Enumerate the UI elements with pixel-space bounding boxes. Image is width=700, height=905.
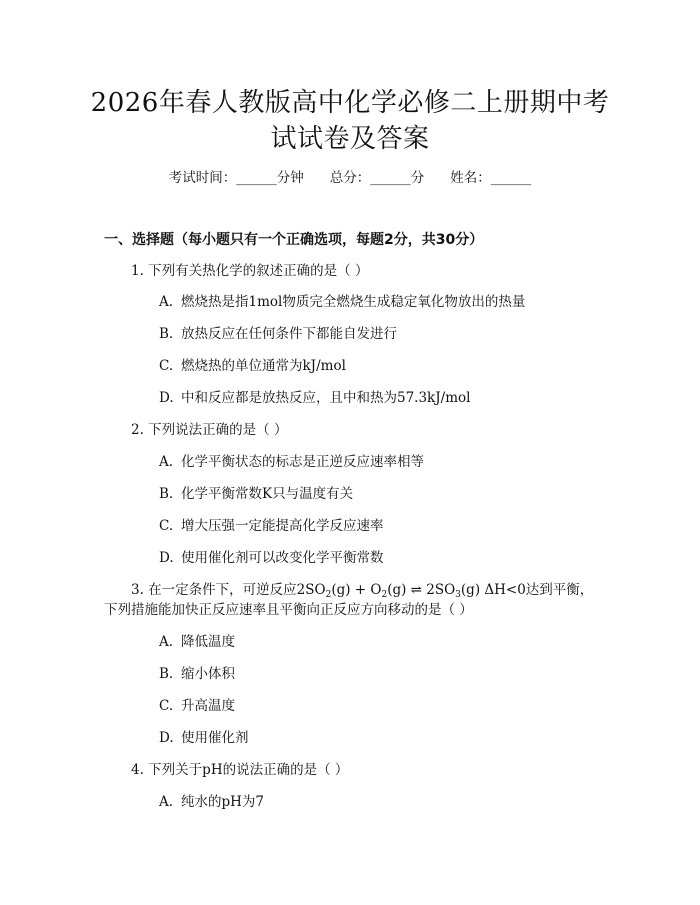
question-1-option-a: A. 燃烧热是指1mol物质完全燃烧生成稳定氧化物放出的热量: [159, 294, 526, 310]
section-heading: 一、选择题（每小题只有一个正确选项，每题2分，共30分）: [104, 232, 484, 248]
question-3-option-c: C. 升高温度: [159, 698, 235, 714]
exam-time-field: 考试时间：______分钟: [168, 170, 304, 186]
question-3-stem: 3. 在一定条件下，可逆反应$2SO_2(g) + O_2(g)$ ⇌ $2SO_3(g)$ ΔH<0达到平衡，: [131, 582, 594, 600]
question-1-option-c: C. 燃烧热的单位通常为kJ/mol: [159, 358, 346, 374]
question-1-option-b: B. 放热反应在任何条件下都能自发进行: [159, 326, 397, 342]
question-2-stem: 2. 下列说法正确的是（ ）: [131, 422, 288, 438]
question-2-option-c: C. 增大压强一定能提高化学反应速率: [159, 518, 384, 534]
question-4-option-a: A. 纯水的pH为7: [159, 794, 265, 810]
question-1-option-d: D. 中和反应都是放热反应，且中和热为57.3kJ/mol: [159, 390, 471, 406]
exam-meta: [0, 168, 700, 188]
page-title-continued: 试试卷及答案: [270, 124, 430, 154]
student-name-field: 姓名：______: [450, 170, 532, 186]
question-2-option-d: D. 使用催化剂可以改变化学平衡常数: [159, 550, 384, 566]
page-title: 2026年春人教版高中化学必修二上册期中考: [90, 88, 610, 118]
question-2-option-b: B. 化学平衡常数K只与温度有关: [159, 486, 354, 502]
question-3-option-d: D. 使用催化剂: [159, 730, 249, 746]
question-1-stem: 1. 下列有关热化学的叙述正确的是（ ）: [131, 263, 369, 279]
question-3-option-b: B. 缩小体积: [159, 666, 235, 682]
question-2-option-a: A. 化学平衡状态的标志是正逆反应速率相等: [159, 454, 424, 470]
question-4-stem: 4. 下列关于pH的说法正确的是（ ）: [131, 762, 349, 778]
question-3-option-a: A. 降低温度: [159, 634, 235, 650]
question-3-stem-continued: 下列措施能加快正反应速率且平衡向正反应方向移动的是（ ）: [104, 602, 473, 618]
total-score-field: 总分：______分: [329, 170, 425, 186]
